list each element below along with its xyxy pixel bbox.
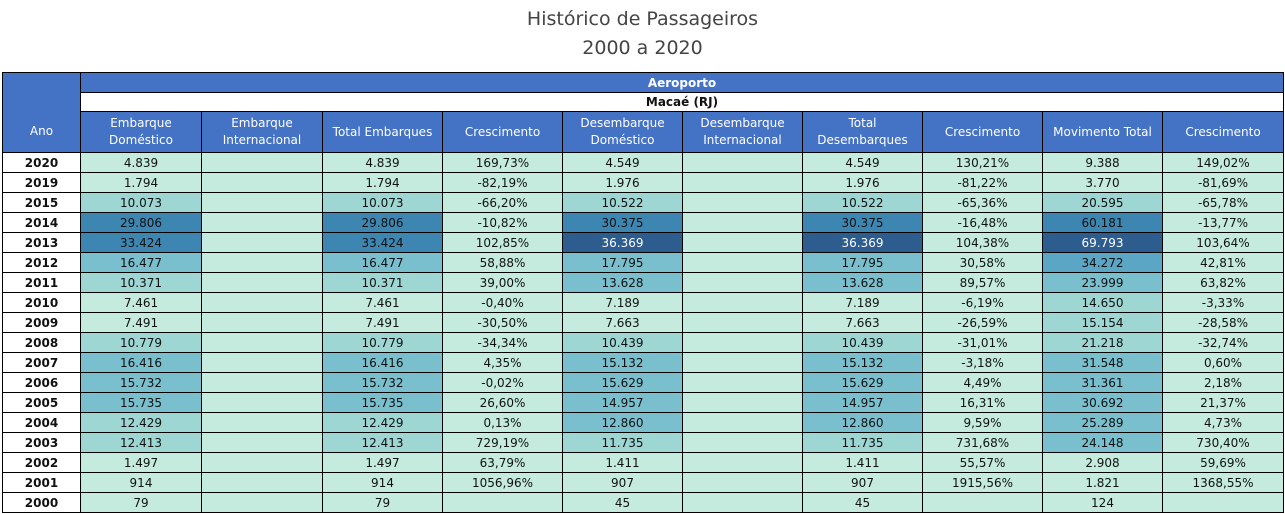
year-cell: 2019 — [2, 172, 81, 193]
year-cell: 2013 — [2, 232, 81, 253]
table-cell: -34,34% — [442, 332, 563, 353]
table-cell: 15.735 — [322, 392, 443, 413]
table-cell: 15.132 — [802, 352, 923, 373]
table-cell: 1.794 — [80, 172, 202, 193]
table-cell: 7.663 — [562, 312, 683, 333]
table-cell: 89,57% — [922, 272, 1043, 293]
table-cell — [682, 352, 803, 373]
year-cell: 2020 — [2, 152, 81, 173]
table-cell — [682, 212, 803, 233]
column-header: Total Embarques — [322, 111, 443, 153]
year-cell: 2007 — [2, 352, 81, 373]
table-cell: 2.908 — [1042, 452, 1163, 473]
column-header: Total Desembarques — [802, 111, 923, 153]
year-header: Ano — [2, 72, 81, 153]
table-cell: 10.522 — [562, 192, 683, 213]
table-cell: 9,59% — [922, 412, 1043, 433]
table-cell: 124 — [1042, 492, 1163, 513]
table-cell: 12.860 — [562, 412, 683, 433]
table-cell: 907 — [562, 472, 683, 493]
table-cell: 36.369 — [562, 232, 683, 253]
table-cell: 7.189 — [562, 292, 683, 313]
table-cell: 16.416 — [322, 352, 443, 373]
chart-subtitle: 2000 a 2020 — [582, 37, 703, 59]
table-cell: 9.388 — [1042, 152, 1163, 173]
table-cell: 45 — [562, 492, 683, 513]
table-cell — [1162, 492, 1284, 513]
table-cell: -0,40% — [442, 292, 563, 313]
table-cell: 7.189 — [802, 292, 923, 313]
table-cell — [442, 492, 563, 513]
airport-header: Macaé (RJ) — [80, 92, 1284, 112]
year-cell: 2004 — [2, 412, 81, 433]
table-cell: 11.735 — [802, 432, 923, 453]
table-cell: -16,48% — [922, 212, 1043, 233]
table-cell: 45 — [802, 492, 923, 513]
year-cell: 2010 — [2, 292, 81, 313]
table-cell: 13.628 — [562, 272, 683, 293]
table-cell: 60.181 — [1042, 212, 1163, 233]
table-cell: 33.424 — [80, 232, 202, 253]
column-header: Embarque Doméstico — [80, 111, 202, 153]
table-cell: 7.663 — [802, 312, 923, 333]
year-cell: 2015 — [2, 192, 81, 213]
table-cell: 104,38% — [922, 232, 1043, 253]
table-cell: 7.461 — [322, 292, 443, 313]
table-cell: 63,82% — [1162, 272, 1284, 293]
table-cell: 13.628 — [802, 272, 923, 293]
table-cell — [201, 292, 323, 313]
table-cell: 26,60% — [442, 392, 563, 413]
table-cell: 10.073 — [322, 192, 443, 213]
table-cell: 55,57% — [922, 452, 1043, 473]
table-cell — [201, 492, 323, 513]
table-cell: 12.413 — [322, 432, 443, 453]
table-cell: 14.650 — [1042, 292, 1163, 313]
table-cell: 1.976 — [562, 172, 683, 193]
column-header: Crescimento — [442, 111, 563, 153]
table-cell: 29.806 — [322, 212, 443, 233]
table-cell: 10.522 — [802, 192, 923, 213]
table-cell: 15.732 — [322, 372, 443, 393]
year-cell: 2003 — [2, 432, 81, 453]
year-cell: 2012 — [2, 252, 81, 273]
table-cell: 1.821 — [1042, 472, 1163, 493]
column-header: Desembarque Doméstico — [562, 111, 683, 153]
table-cell — [682, 412, 803, 433]
table-cell: 12.429 — [80, 412, 202, 433]
table-cell: 1.411 — [802, 452, 923, 473]
column-header: Embarque Internacional — [201, 111, 323, 153]
table-cell — [682, 372, 803, 393]
table-cell: -82,19% — [442, 172, 563, 193]
table-cell: 10.371 — [322, 272, 443, 293]
year-cell: 2011 — [2, 272, 81, 293]
table-cell: 30,58% — [922, 252, 1043, 273]
table-cell: 59,69% — [1162, 452, 1284, 473]
table-cell: 914 — [322, 472, 443, 493]
year-cell: 2008 — [2, 332, 81, 353]
table-cell — [201, 192, 323, 213]
year-cell: 2009 — [2, 312, 81, 333]
table-cell: -28,58% — [1162, 312, 1284, 333]
table-cell — [201, 252, 323, 273]
table-cell: 58,88% — [442, 252, 563, 273]
table-cell: 169,73% — [442, 152, 563, 173]
table-cell: 63,79% — [442, 452, 563, 473]
table-cell — [201, 432, 323, 453]
table-cell: 7.461 — [80, 292, 202, 313]
table-cell: 7.491 — [322, 312, 443, 333]
table-cell — [682, 392, 803, 413]
table-cell: 0,60% — [1162, 352, 1284, 373]
table-cell — [201, 152, 323, 173]
table-cell — [682, 332, 803, 353]
table-cell: -65,36% — [922, 192, 1043, 213]
table-cell: -3,18% — [922, 352, 1043, 373]
table-cell: 17.795 — [562, 252, 683, 273]
table-cell — [682, 432, 803, 453]
table-cell: 914 — [80, 472, 202, 493]
table-cell: 1915,56% — [922, 472, 1043, 493]
column-header: Desembarque Internacional — [682, 111, 803, 153]
table-cell: 39,00% — [442, 272, 563, 293]
table-cell: 15.629 — [562, 372, 683, 393]
table-cell: 31.548 — [1042, 352, 1163, 373]
table-cell: 0,13% — [442, 412, 563, 433]
table-cell: 4,35% — [442, 352, 563, 373]
table-cell: 4,49% — [922, 372, 1043, 393]
table-cell — [922, 492, 1043, 513]
table-cell: 1.976 — [802, 172, 923, 193]
table-cell: -13,77% — [1162, 212, 1284, 233]
table-cell: 21.218 — [1042, 332, 1163, 353]
table-cell — [682, 452, 803, 473]
table-cell: -10,82% — [442, 212, 563, 233]
table-cell — [201, 452, 323, 473]
year-cell: 2006 — [2, 372, 81, 393]
table-cell — [201, 232, 323, 253]
table-cell: 23.999 — [1042, 272, 1163, 293]
table-cell: 1056,96% — [442, 472, 563, 493]
table-cell: -65,78% — [1162, 192, 1284, 213]
table-cell: 15.154 — [1042, 312, 1163, 333]
table-cell: 16.416 — [80, 352, 202, 373]
table-cell: 24.148 — [1042, 432, 1163, 453]
table-cell: 4.549 — [802, 152, 923, 173]
table-cell: 79 — [322, 492, 443, 513]
table-cell — [682, 252, 803, 273]
group-header: Aeroporto — [80, 72, 1284, 93]
table-cell: 11.735 — [562, 432, 683, 453]
table-cell: 1.497 — [322, 452, 443, 473]
year-cell: 2005 — [2, 392, 81, 413]
table-cell: 16,31% — [922, 392, 1043, 413]
table-cell: -31,01% — [922, 332, 1043, 353]
table-cell — [682, 232, 803, 253]
table-cell: 130,21% — [922, 152, 1043, 173]
table-cell — [201, 272, 323, 293]
table-cell: 15.732 — [80, 372, 202, 393]
table-cell: 12.413 — [80, 432, 202, 453]
table-cell: 103,64% — [1162, 232, 1284, 253]
table-cell: 79 — [80, 492, 202, 513]
table-cell — [201, 472, 323, 493]
table-cell: 25.289 — [1042, 412, 1163, 433]
table-cell — [201, 332, 323, 353]
table-cell — [682, 292, 803, 313]
table-cell: 4,73% — [1162, 412, 1284, 433]
year-cell: 2000 — [2, 492, 81, 513]
table-cell: 4.549 — [562, 152, 683, 173]
table-cell: 36.369 — [802, 232, 923, 253]
table-cell: 15.132 — [562, 352, 683, 373]
table-cell: 16.477 — [80, 252, 202, 273]
table-cell: 10.073 — [80, 192, 202, 213]
year-cell: 2014 — [2, 212, 81, 233]
table-cell: 10.439 — [802, 332, 923, 353]
table-cell: -0,02% — [442, 372, 563, 393]
year-cell: 2002 — [2, 452, 81, 473]
table-cell: -81,22% — [922, 172, 1043, 193]
table-cell: -66,20% — [442, 192, 563, 213]
table-cell: 10.779 — [322, 332, 443, 353]
table-cell: 16.477 — [322, 252, 443, 273]
table-cell — [201, 312, 323, 333]
table-cell: 10.371 — [80, 272, 202, 293]
table-cell: 7.491 — [80, 312, 202, 333]
table-cell — [201, 372, 323, 393]
table-cell: 3.770 — [1042, 172, 1163, 193]
table-cell: 30.375 — [562, 212, 683, 233]
table-cell: 31.361 — [1042, 372, 1163, 393]
table-cell: -26,59% — [922, 312, 1043, 333]
table-cell — [682, 192, 803, 213]
table-cell: 14.957 — [802, 392, 923, 413]
table-cell: 2,18% — [1162, 372, 1284, 393]
table-cell: 4.839 — [80, 152, 202, 173]
table-cell: -3,33% — [1162, 292, 1284, 313]
table-cell: 12.860 — [802, 412, 923, 433]
table-cell: 10.779 — [80, 332, 202, 353]
table-cell: 12.429 — [322, 412, 443, 433]
table-cell — [682, 152, 803, 173]
table-cell: -32,74% — [1162, 332, 1284, 353]
table-cell: 731,68% — [922, 432, 1043, 453]
table-cell: 34.272 — [1042, 252, 1163, 273]
table-cell: 4.839 — [322, 152, 443, 173]
table-cell: 42,81% — [1162, 252, 1284, 273]
table-cell: 1.497 — [80, 452, 202, 473]
table-cell: 102,85% — [442, 232, 563, 253]
year-cell: 2001 — [2, 472, 81, 493]
table-cell: 69.793 — [1042, 232, 1163, 253]
table-cell: 149,02% — [1162, 152, 1284, 173]
table-cell: 15.629 — [802, 372, 923, 393]
table-cell: 907 — [802, 472, 923, 493]
table-cell: 14.957 — [562, 392, 683, 413]
table-cell: 729,19% — [442, 432, 563, 453]
chart-title: Histórico de Passageiros — [526, 8, 759, 30]
table-cell: 20.595 — [1042, 192, 1163, 213]
table-cell: 1368,55% — [1162, 472, 1284, 493]
table-cell — [682, 472, 803, 493]
table-cell — [201, 412, 323, 433]
column-header: Crescimento — [1162, 111, 1284, 153]
table-cell: 730,40% — [1162, 432, 1284, 453]
table-cell — [682, 172, 803, 193]
table-cell: 1.794 — [322, 172, 443, 193]
column-header: Movimento Total — [1042, 111, 1163, 153]
table-cell — [201, 212, 323, 233]
table-cell: -81,69% — [1162, 172, 1284, 193]
table-cell: 1.411 — [562, 452, 683, 473]
table-cell: 29.806 — [80, 212, 202, 233]
table-cell — [201, 392, 323, 413]
table-cell — [201, 352, 323, 373]
table-cell: 10.439 — [562, 332, 683, 353]
table-cell: 30.692 — [1042, 392, 1163, 413]
table-cell: 30.375 — [802, 212, 923, 233]
table-cell: 33.424 — [322, 232, 443, 253]
table-cell: 15.735 — [80, 392, 202, 413]
table-cell — [682, 492, 803, 513]
table-cell — [201, 172, 323, 193]
table-cell: 21,37% — [1162, 392, 1284, 413]
column-header: Crescimento — [922, 111, 1043, 153]
table-cell: -6,19% — [922, 292, 1043, 313]
table-cell — [682, 312, 803, 333]
table-cell: -30,50% — [442, 312, 563, 333]
table-cell — [682, 272, 803, 293]
table-cell: 17.795 — [802, 252, 923, 273]
